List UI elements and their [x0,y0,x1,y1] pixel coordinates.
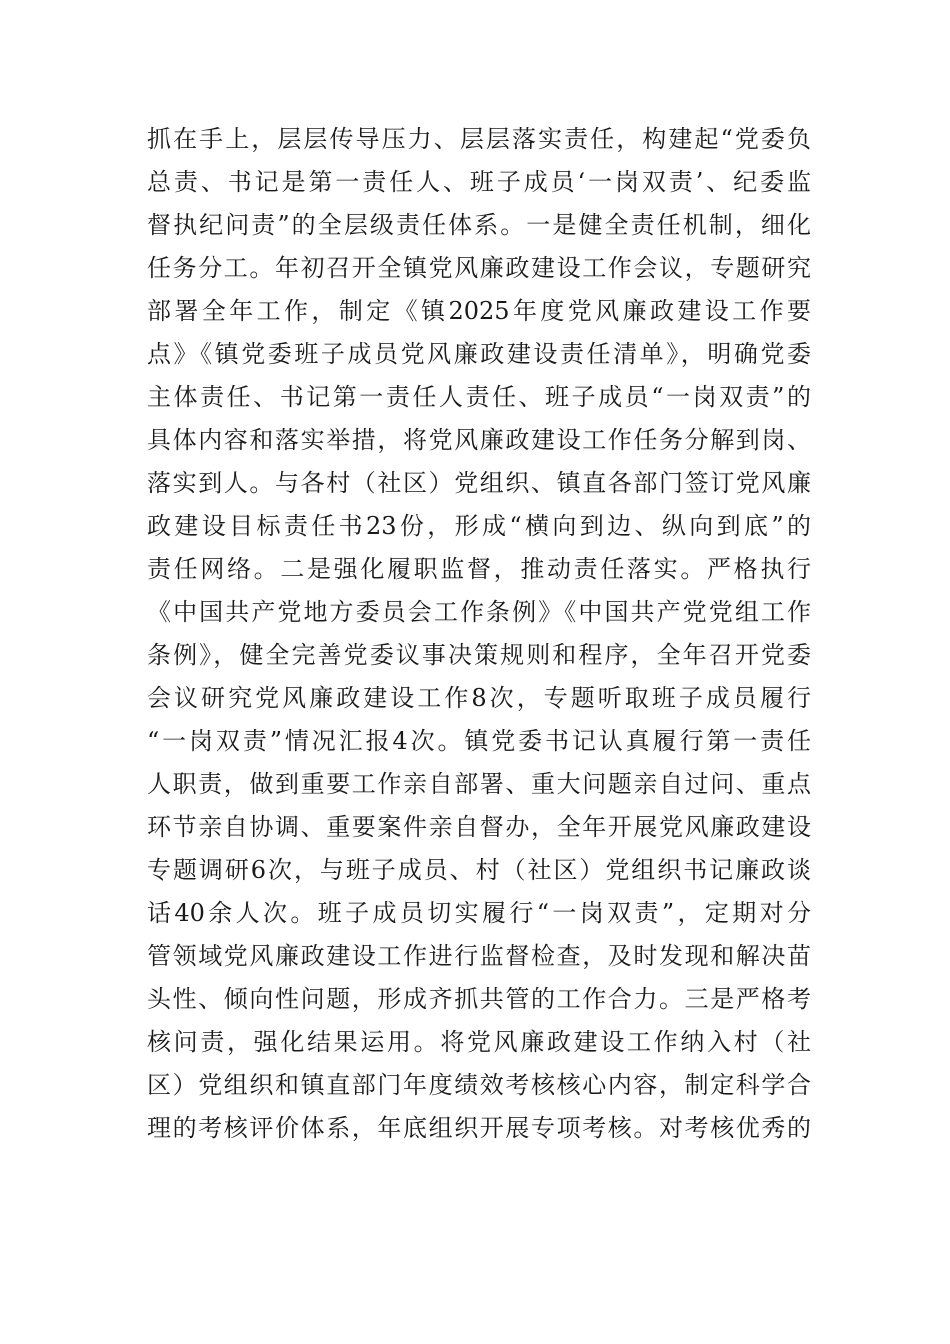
text-line: 责任网络。二是强化履职监督，推动责任落实。严格执行 [147,555,811,583]
text-line: 会议研究党风廉政建设工作8次，专题听取班子成员履行 [147,684,811,712]
text-line: 部署全年工作，制定《镇2025年度党风廉政建设工作要 [147,297,811,325]
text-line: 具体内容和落实举措，将党风廉政建设工作任务分解到岗、 [147,426,811,454]
text-line: 条例》，健全完善党委议事决策规则和程序，全年召开党委 [147,641,811,669]
text-line: 专题调研6次，与班子成员、村（社区）党组织书记廉政谈 [147,856,811,884]
text-line: 落实到人。与各村（社区）党组织、镇直各部门签订党风廉 [147,469,811,497]
text-line: 话40余人次。班子成员切实履行“一岗双责”，定期对分 [147,899,811,927]
text-line: 点》《镇党委班子成员党风廉政建设责任清单》，明确党委 [147,340,811,368]
text-line: 管领域党风廉政建设工作进行监督检查，及时发现和解决苗 [147,942,811,970]
text-line: 人职责，做到重要工作亲自部署、重大问题亲自过问、重点 [147,770,811,798]
text-line: 环节亲自协调、重要案件亲自督办，全年开展党风廉政建设 [147,813,811,841]
text-line: 政建设目标责任书23份，形成“横向到边、纵向到底”的 [147,512,811,540]
text-line: 头性、倾向性问题，形成齐抓共管的工作合力。三是严格考 [147,985,811,1013]
text-line: 总责、书记是第一责任人、班子成员‘一岗双责’、纪委监 [147,168,811,196]
text-line: 《中国共产党地方委员会工作条例》《中国共产党党组工作 [147,598,811,626]
text-line: 任务分工。年初召开全镇党风廉政建设工作会议，专题研究 [147,254,811,282]
text-line: “一岗双责”情况汇报4次。镇党委书记认真履行第一责任 [147,727,811,755]
text-line: 抓在手上，层层传导压力、层层落实责任，构建起“党委负 [147,125,811,153]
text-line: 理的考核评价体系，年底组织开展专项考核。对考核优秀的 [147,1114,811,1142]
text-line: 核问责，强化结果运用。将党风廉政建设工作纳入村（社 [147,1028,811,1056]
text-line: 区）党组织和镇直部门年度绩效考核核心内容，制定科学合 [147,1071,811,1099]
body-paragraph [147,118,811,1150]
text-line: 主体责任、书记第一责任人责任、班子成员“一岗双责”的 [147,383,811,411]
text-line: 督执纪问责”的全层级责任体系。一是健全责任机制，细化 [147,211,811,239]
